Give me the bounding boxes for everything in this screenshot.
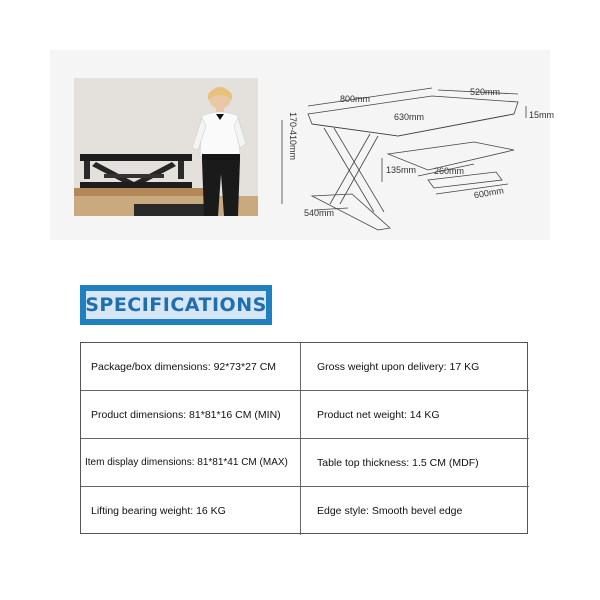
- specifications-title: SPECIFICATIONS: [85, 294, 267, 316]
- dim-keyboard-gap-label: 135mm: [386, 165, 417, 175]
- spec-gross-weight: Gross weight upon delivery: 17 KG: [301, 343, 529, 391]
- dim-base-width-label: 540mm: [304, 208, 335, 218]
- woman-with-desk-illustration: [74, 78, 258, 216]
- dim-depth-top-label: 520mm: [470, 87, 501, 97]
- spec-item-display-dimensions: Item display dimensions: 81*81*41 CM (MAX): [81, 439, 301, 487]
- specifications-banner-inner: [86, 291, 266, 319]
- product-photo: [74, 78, 258, 216]
- specifications-table: [80, 342, 528, 534]
- spec-edge-style: Edge style: Smooth bevel edge: [317, 505, 463, 517]
- spec-lifting-bearing-weight: Lifting bearing weight: 16 KG: [81, 487, 301, 535]
- specifications-banner: [80, 285, 272, 325]
- dim-width-top-label: 800mm: [340, 94, 371, 104]
- desk-riser-schematic: [278, 84, 555, 230]
- spec-net-weight: Product net weight: 14 KG: [301, 391, 529, 439]
- dimension-drawing: [278, 84, 555, 230]
- dim-keyboard-depth-label: 260mm: [434, 166, 465, 176]
- spec-product-dimensions: Product dimensions: 81*81*16 CM (MIN): [81, 391, 301, 439]
- dim-base-depth-label: 600mm: [473, 185, 505, 201]
- dim-thickness-label: 15mm: [529, 110, 555, 120]
- dim-height-range-label: 170-410mm: [288, 112, 298, 161]
- spec-package-dimensions: Package/box dimensions: 92*73*27 CM: [81, 343, 301, 391]
- dim-inner-width-label: 630mm: [394, 112, 425, 122]
- spec-table-top-thickness: Table top thickness: 1.5 CM (MDF): [301, 439, 529, 487]
